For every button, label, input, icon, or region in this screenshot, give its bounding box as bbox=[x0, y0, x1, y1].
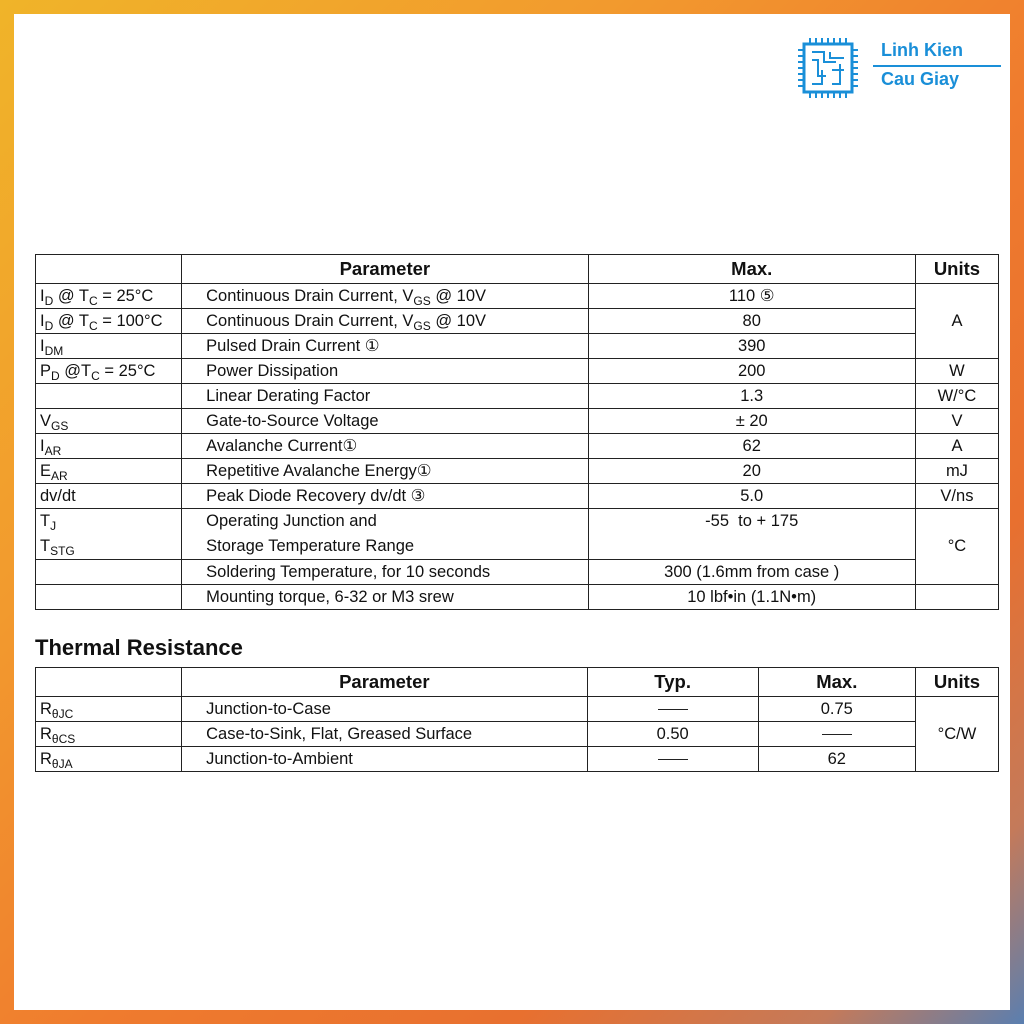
max-cell: 200 bbox=[588, 359, 915, 384]
max-cell: 110 ⑤ bbox=[588, 284, 915, 309]
table-row bbox=[36, 560, 999, 585]
symbol-cell: $R_{\theta CS}$ bbox=[36, 722, 182, 747]
symbol-cell: $V_{GS}$ bbox=[36, 409, 182, 434]
max-cell: ± 20 bbox=[588, 409, 915, 434]
thermal-resistance-table bbox=[35, 667, 999, 772]
max-cell: 62 bbox=[758, 747, 915, 772]
table-header-row bbox=[36, 668, 999, 697]
max-cell: 300 (1.6mm from case ) bbox=[588, 560, 915, 585]
table-row bbox=[36, 585, 999, 610]
table-row bbox=[36, 459, 999, 484]
table-row bbox=[36, 747, 999, 772]
header-symbol bbox=[36, 668, 182, 697]
table-row bbox=[36, 722, 999, 747]
units-cell: V/ns bbox=[915, 484, 998, 509]
units-cell: W bbox=[915, 359, 998, 384]
parameter-cell: Soldering Temperature, for 10 seconds bbox=[182, 560, 588, 585]
max-cell: 10 lbf•in (1.1N•m) bbox=[588, 585, 915, 610]
symbol-cell bbox=[36, 560, 182, 585]
max-cell: 0.75 bbox=[758, 697, 915, 722]
parameter-cell: Continuous Drain Current, $V_{GS}$ @ 10V bbox=[182, 309, 588, 334]
brand-name-line1: Linh Kien bbox=[881, 40, 963, 60]
parameter-cell: Operating Junction and Storage Temperature Range bbox=[182, 509, 588, 560]
table-row bbox=[36, 384, 999, 409]
parameter-cell: Case-to-Sink, Flat, Greased Surface bbox=[182, 722, 587, 747]
table-row bbox=[36, 509, 999, 560]
typ-cell: 0.50 bbox=[587, 722, 758, 747]
symbol-cell: $I_D$ @ $T_C = 25^\circ C$ bbox=[36, 284, 182, 309]
symbol-cell: $R_{\theta JC}$ bbox=[36, 697, 182, 722]
parameter-cell: Junction-to-Case bbox=[182, 697, 587, 722]
table-row bbox=[36, 697, 999, 722]
units-cell: °C bbox=[915, 509, 998, 585]
max-cell: 20 bbox=[588, 459, 915, 484]
table-row bbox=[36, 309, 999, 334]
header-typ: Typ. bbox=[587, 668, 758, 697]
circuit-chip-icon bbox=[796, 36, 860, 100]
max-cell bbox=[758, 722, 915, 747]
table-row bbox=[36, 284, 999, 309]
parameter-cell: Linear Derating Factor bbox=[182, 384, 588, 409]
table-row bbox=[36, 484, 999, 509]
units-cell: °C/W bbox=[915, 697, 998, 772]
max-cell: 390 bbox=[588, 334, 915, 359]
brand-divider bbox=[873, 65, 1001, 67]
symbol-cell: $R_{\theta JA}$ bbox=[36, 747, 182, 772]
parameter-cell: Pulsed Drain Current ① bbox=[182, 334, 588, 359]
max-cell: 1.3 bbox=[588, 384, 915, 409]
table-header-row bbox=[36, 255, 999, 284]
table-row bbox=[36, 359, 999, 384]
units-cell: A bbox=[915, 284, 998, 359]
dash-placeholder bbox=[658, 759, 688, 760]
header-symbol bbox=[36, 255, 182, 284]
header-units: Units bbox=[915, 668, 998, 697]
parameter-cell: Mounting torque, 6-32 or M3 srew bbox=[182, 585, 588, 610]
parameter-cell: Avalanche Current① bbox=[182, 434, 588, 459]
parameter-cell: Gate-to-Source Voltage bbox=[182, 409, 588, 434]
header-max: Max. bbox=[588, 255, 915, 284]
symbol-cell: $T_J$ $T_{STG}$ bbox=[36, 509, 182, 560]
symbol-cell: $I_{DM}$ bbox=[36, 334, 182, 359]
dash-placeholder bbox=[822, 734, 852, 735]
symbol-cell: $P_D$ $@T_C = 25^\circ C$ bbox=[36, 359, 182, 384]
units-cell bbox=[915, 585, 998, 610]
symbol-cell: $E_{AR}$ bbox=[36, 459, 182, 484]
header-max: Max. bbox=[758, 668, 915, 697]
symbol-cell bbox=[36, 585, 182, 610]
header-parameter: Parameter bbox=[182, 255, 588, 284]
max-cell: 62 bbox=[588, 434, 915, 459]
max-cell: -55 to + 175 bbox=[588, 509, 915, 560]
parameter-cell: Repetitive Avalanche Energy① bbox=[182, 459, 588, 484]
max-cell: 80 bbox=[588, 309, 915, 334]
table-row bbox=[36, 409, 999, 434]
parameter-cell: Continuous Drain Current, $V_{GS}$ @ 10V bbox=[182, 284, 588, 309]
typ-cell bbox=[587, 747, 758, 772]
symbol-cell: $I_{AR}$ bbox=[36, 434, 182, 459]
thermal-resistance-title: Thermal Resistance bbox=[35, 635, 243, 660]
units-cell: V bbox=[915, 409, 998, 434]
absolute-max-ratings-table bbox=[35, 254, 999, 610]
max-cell: 5.0 bbox=[588, 484, 915, 509]
brand-logo bbox=[796, 36, 996, 102]
symbol-cell: $I_D$ @ $T_C = 100^\circ C$ bbox=[36, 309, 182, 334]
header-parameter: Parameter bbox=[182, 668, 587, 697]
typ-cell bbox=[587, 697, 758, 722]
dash-placeholder bbox=[658, 709, 688, 710]
units-cell: mJ bbox=[915, 459, 998, 484]
units-cell: W/°C bbox=[915, 384, 998, 409]
units-cell: A bbox=[915, 434, 998, 459]
parameter-cell: Peak Diode Recovery dv/dt ③ bbox=[182, 484, 588, 509]
parameter-cell: Power Dissipation bbox=[182, 359, 588, 384]
brand-name-line2: Cau Giay bbox=[881, 69, 960, 89]
symbol-cell bbox=[36, 384, 182, 409]
table-row bbox=[36, 334, 999, 359]
symbol-cell: dv/dt bbox=[36, 484, 182, 509]
table-row bbox=[36, 434, 999, 459]
parameter-cell: Junction-to-Ambient bbox=[182, 747, 587, 772]
datasheet-page bbox=[14, 14, 1010, 1010]
header-units: Units bbox=[915, 255, 998, 284]
